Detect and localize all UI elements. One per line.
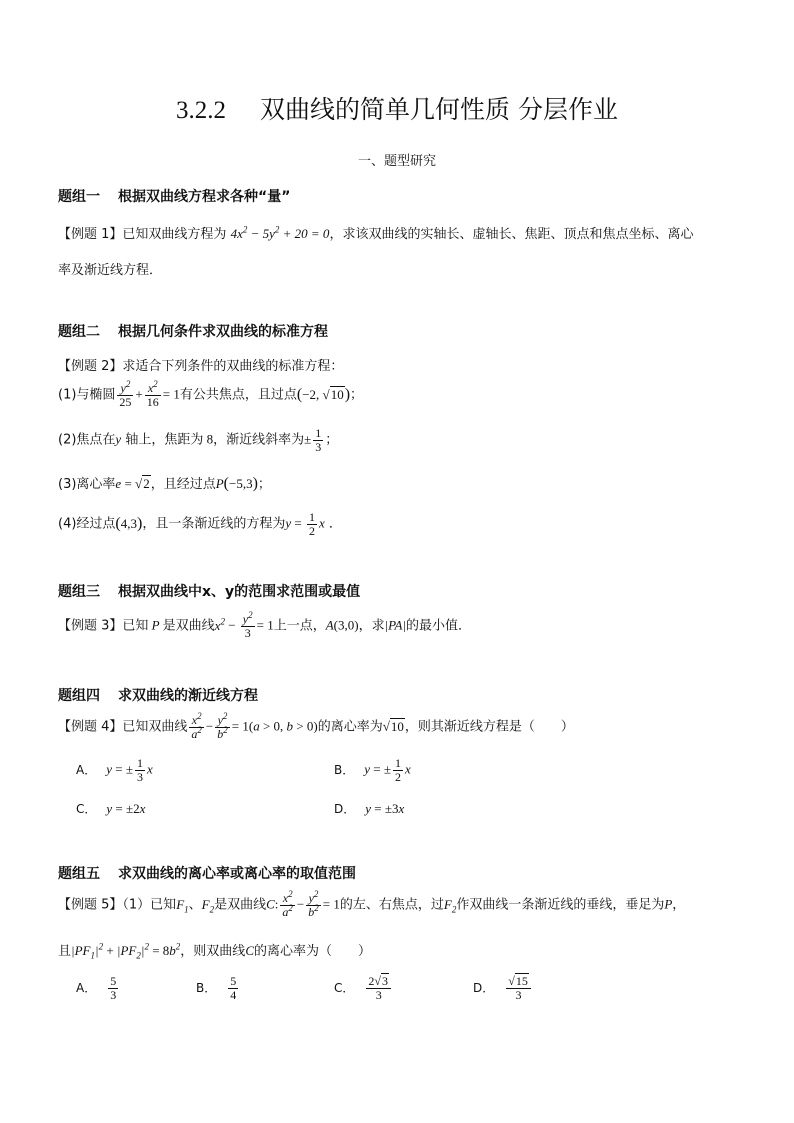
group-name: 题组四	[58, 688, 100, 704]
example-2-line-1: 【例题 2】求适合下列条件的双曲线的标准方程：	[58, 359, 344, 374]
option-label: D．	[473, 980, 495, 995]
example-4-option-a[interactable]: A． y = ± $\frac{1}{3}$ x	[76, 756, 153, 784]
example-5-option-c[interactable]: C． $\frac{2√3}{3}$	[334, 975, 393, 1001]
example-2-part-2: (2)焦点在y 轴上，焦距为 8，渐近线斜率为± $\frac{1}{3}$ ；	[58, 426, 339, 454]
page-title	[0, 90, 794, 126]
group-heading-1	[58, 186, 290, 206]
group-text: 根据双曲线方程求各种“量”	[118, 189, 291, 205]
section-subtitle: 一、题型研究	[357, 154, 436, 169]
option-label: D．	[334, 802, 356, 816]
example-1-line-1: 【例题 1】已知双曲线方程为 $4x^2 - 5y^2 + 20 = 0$，求该双曲线的实轴长、虚轴长、焦距、顶点和焦点坐标、离心	[58, 224, 694, 242]
example-2-part-4: (4)经过点(4,3)，且一条渐近线的方程为y = $\frac{1}{2}$ x ．	[58, 510, 342, 538]
example-4-line-1: 【例题 4】已知双曲线 $\frac{x^2}{a^2}$ − $\frac{y^2}{b^2}$ = 1(a > 0, b > 0)的离心率为√10，则其渐近线方程是（ ）	[58, 711, 574, 741]
option-label: C．	[334, 980, 355, 995]
option-label: A．	[76, 762, 97, 777]
example-label: 【例题 2】	[58, 359, 123, 374]
example-4-option-c[interactable]: C． y = ±2x	[76, 801, 146, 816]
option-label: B．	[196, 980, 217, 995]
example-5-line-2: 且$|PF_1|^2 + |PF_2|^2 = 8b^2$，则双曲线C的离心率为（ ）	[58, 941, 371, 961]
group-text: 根据几何条件求双曲线的标准方程	[118, 324, 328, 340]
group-name: 题组二	[58, 324, 100, 340]
option-label: B．	[334, 762, 355, 777]
equation: $4x^2 - 5y^2 + 20 = 0$	[230, 224, 330, 241]
group-heading-3	[58, 581, 360, 601]
example-5-line-1: 【例题 5】（1）已知$F_1$、$F_2$是双曲线C: $\frac{x^2}{a^2}$ − $\frac{y^2}{b^2}$ = 1的左、右焦点，过$F_2$作双曲线一条渐近线的垂线，垂足为P，	[58, 889, 686, 919]
group-name: 题组三	[58, 584, 100, 600]
group-heading-2	[58, 321, 328, 341]
title-text: 双曲线的简单几何性质 分层作业	[260, 95, 618, 124]
group-heading-4	[58, 685, 258, 705]
example-label: 【例题 1】	[58, 227, 123, 242]
example-5-option-d[interactable]: D． $\frac{√15}{3}$	[473, 975, 533, 1001]
example-2-part-1: (1)与椭圆 $\frac{y^2}{25}$ + $\frac{x^2}{16}$ = 1有公共焦点，且过点(−2, √10)；	[58, 379, 364, 409]
group-heading-5	[58, 863, 356, 883]
example-1-line-2: 率及渐近线方程．	[58, 263, 163, 278]
section-number: 3.2.2	[176, 97, 227, 124]
group-text: 求双曲线的渐近线方程	[118, 688, 258, 704]
group-text: 求双曲线的离心率或离心率的取值范围	[118, 866, 356, 882]
example-label: 【例题 5】	[58, 897, 123, 913]
example-5-option-b[interactable]: B． $\frac{5}{4}$	[196, 974, 237, 1002]
option-label: A．	[76, 980, 97, 995]
option-label: C．	[76, 802, 97, 816]
example-label: 【例题 3】	[58, 618, 123, 634]
group-name: 题组五	[58, 866, 100, 882]
example-4-option-d[interactable]: D． y = ±3x	[334, 801, 405, 816]
example-label: 【例题 4】	[58, 719, 123, 735]
example-3-line-1: 【例题 3】已知 P 是双曲线$x^2$ − $\frac{y^2}{3}$ = 1上一点，A(3,0)，求|PA|的最小值．	[58, 610, 471, 640]
group-text: 根据双曲线中x、y的范围求范围或最值	[118, 584, 361, 600]
example-2-part-3: (3)离心率e = √2，且经过点P(−5,3)；	[58, 475, 271, 492]
group-name: 题组一	[58, 189, 100, 205]
example-4-option-b[interactable]: B． y = ± $\frac{1}{2}$ x	[334, 756, 411, 784]
example-5-option-a[interactable]: A． $\frac{5}{3}$	[76, 974, 117, 1002]
